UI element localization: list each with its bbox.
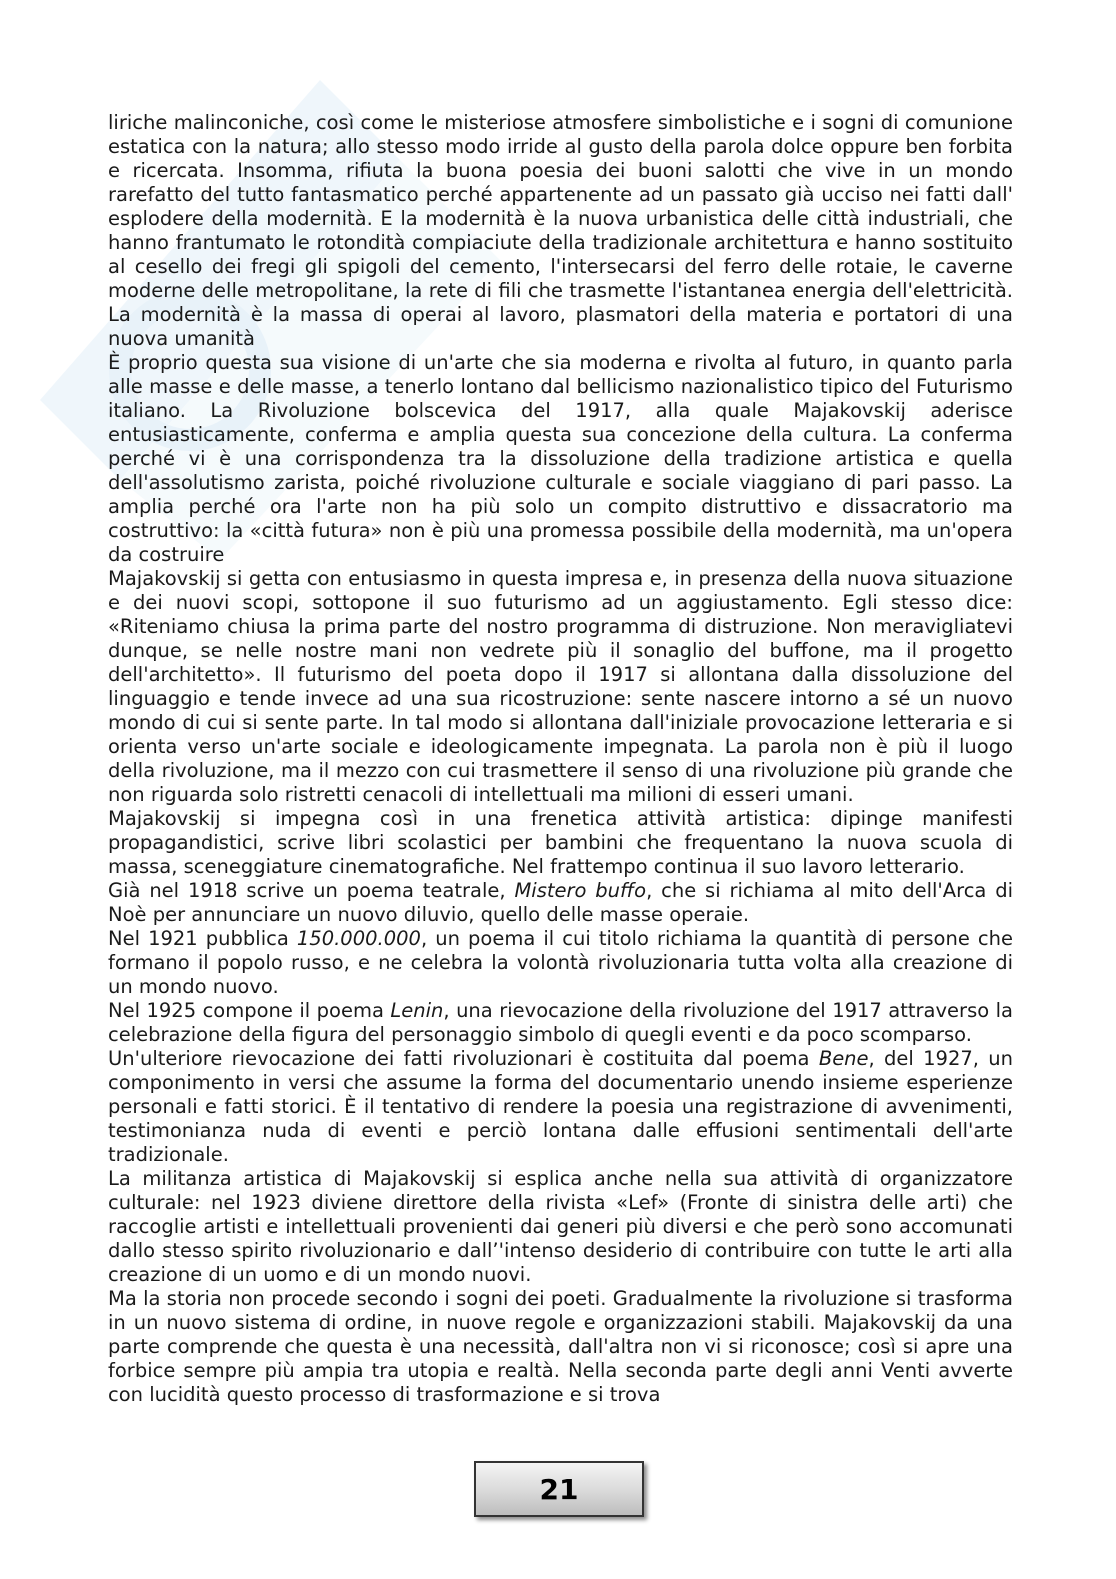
paragraph [108, 351, 1013, 567]
document-body [108, 111, 1013, 1407]
text-run: La militanza artistica di Majakovskij si esplica anche nella sua attività di organizzatore culturale: nel 1923 diviene direttore della rivista «Lef» (Fronte di sinistra delle arti) che raccoglie artisti e intellettuali provenienti dai generi più diversi e che però sono accomunati dallo stesso spirito rivoluzionario e dall’'intenso desiderio di contribuire con tutte le arti alla creazione di un uomo e di un mondo nuovi. [108, 1167, 1013, 1286]
text-run: , del 1927, un componimento in versi che assume la forma del documentario unendo insieme esperienze personali e fatti storici. È il tentativo di rendere la poesia una registrazione di avvenimenti, testimonianza nuda di eventi e perciò lontana dalle effusioni sentimentali dell'arte tradizionale. [108, 1047, 1013, 1166]
text-run: Majakovskij si impegna così in una frenetica attività artistica: dipinge manifesti propagandistici, scrive libri scolastici per bambini che frequentano la nuova scuola di massa, sceneggiature cinematografiche. Nel frattempo continua il suo lavoro letterario. [108, 807, 1013, 878]
italic-title: Mistero buffo [514, 879, 647, 902]
page-number: 21 [474, 1461, 644, 1517]
paragraph [108, 1287, 1013, 1407]
text-run: Nel 1921 pubblica [108, 927, 297, 950]
text-run: , che si richiama al mito dell'Arca di Noè per annunciare un nuovo diluvio, quello delle masse operaie. [108, 879, 1014, 926]
paragraph [108, 567, 1013, 807]
paragraph [108, 111, 1013, 351]
paragraph [108, 807, 1013, 879]
paragraph [108, 1167, 1013, 1287]
text-run: Ma la storia non procede secondo i sogni dei poeti. Gradualmente la rivoluzione si trasforma in un nuovo sistema di ordine, in nuove regole e organizzazioni stabili. Majakovskij da una parte comprende che questa è una necessità, dall'altra non vi si riconosce; così si apre una forbice sempre più ampia tra utopia e realtà. Nella seconda parte degli anni Venti avverte con lucidità questo processo di trasformazione e si trova [108, 1287, 1013, 1406]
italic-title: 150.000.000 [296, 927, 421, 950]
text-run: liriche malinconiche, così come le misteriose atmosfere simbolistiche e i sogni di comunione estatica con la natura; allo stesso modo irride al gusto della parola dolce oppure ben forbita e ricercata. Insomma, rifiuta la buona poesia dei buoni salotti che vive in un mondo rarefatto del tutto fantasmatico perché appartenente ad un passato già ucciso nei fatti dall' esplodere della modernità. E la modernità è la nuova urbanistica delle città industriali, che hanno frantumato le rotondità compiaciute della tradizionale architettura e hanno sostituito al cesello dei fregi gli spigoli del cemento, l'intersecarsi del ferro delle rotaie, le caverne moderne delle metropolitane, la rete di fili che trasmette l'istantanea energia dell'elettricità. La modernità è la massa di operai al lavoro, plasmatori della materia e portatori di una nuova umanità [108, 111, 1013, 350]
text-run: Nel 1925 compone il poema [108, 999, 391, 1022]
paragraph [108, 1047, 1013, 1167]
paragraph [108, 927, 1013, 999]
text-run: È proprio questa sua visione di un'arte che sia moderna e rivolta al futuro, in quanto parla alle masse e delle masse, a tenerlo lontano dal bellicismo nazionalistico tipico del Futurismo italiano. La Rivoluzione bolscevica del 1917, alla quale Majakovskij aderisce entusiasticamente, conferma e amplia questa sua concezione della cultura. La conferma perché vi è una corrispondenza tra la dissoluzione della tradizione artistica e quella dell'assolutismo zarista, poiché rivoluzione culturale e sociale viaggiano di pari passo. La amplia perché ora l'arte non ha più solo un compito distruttivo e dissacratorio ma costruttivo: la «città futura» non è più una promessa possibile della modernità, ma un'opera da costruire [108, 351, 1013, 566]
italic-title: Bene [818, 1047, 869, 1070]
italic-title: Lenin [390, 999, 444, 1022]
paragraph [108, 879, 1013, 927]
text-run: , un poema il cui titolo richiama la quantità di persone che formano il popolo russo, e ne celebra la volontà rivoluzionaria tutta volta alla creazione di un mondo nuovo. [108, 927, 1013, 998]
text-run: Majakovskij si getta con entusiasmo in questa impresa e, in presenza della nuova situazione e dei nuovi scopi, sottopone il suo futurismo ad un aggiustamento. Egli stesso dice: «Riteniamo chiusa la prima parte del nostro programma di distruzione. Non meravigliatevi dunque, se nelle nostre mani non vedrete più il sonaglio del buffone, ma il progetto dell'architetto». Il futurismo del poeta dopo il 1917 si allontana dalla dissoluzione del linguaggio e tende invece ad una sua ricostruzione: sente nascere intorno a sé un nuovo mondo di cui si sente parte. In tal modo si allontana dall'iniziale provocazione letteraria e si orienta verso un'arte sociale e ideologicamente impegnata. La parola non è più il luogo della rivoluzione, ma il mezzo con cui trasmettere il senso di una rivoluzione più grande che non riguarda solo ristretti cenacoli di intellettuali ma milioni di esseri umani. [108, 567, 1013, 806]
paragraph [108, 999, 1013, 1047]
text-run: , una rievocazione della rivoluzione del 1917 attraverso la celebrazione della figura del personaggio simbolo di quegli eventi e da poco scomparso. [108, 999, 1013, 1046]
text-run: Un'ulteriore rievocazione dei fatti rivoluzionari è costituita dal poema [108, 1047, 819, 1070]
text-run: Già nel 1918 scrive un poema teatrale, [108, 879, 515, 902]
